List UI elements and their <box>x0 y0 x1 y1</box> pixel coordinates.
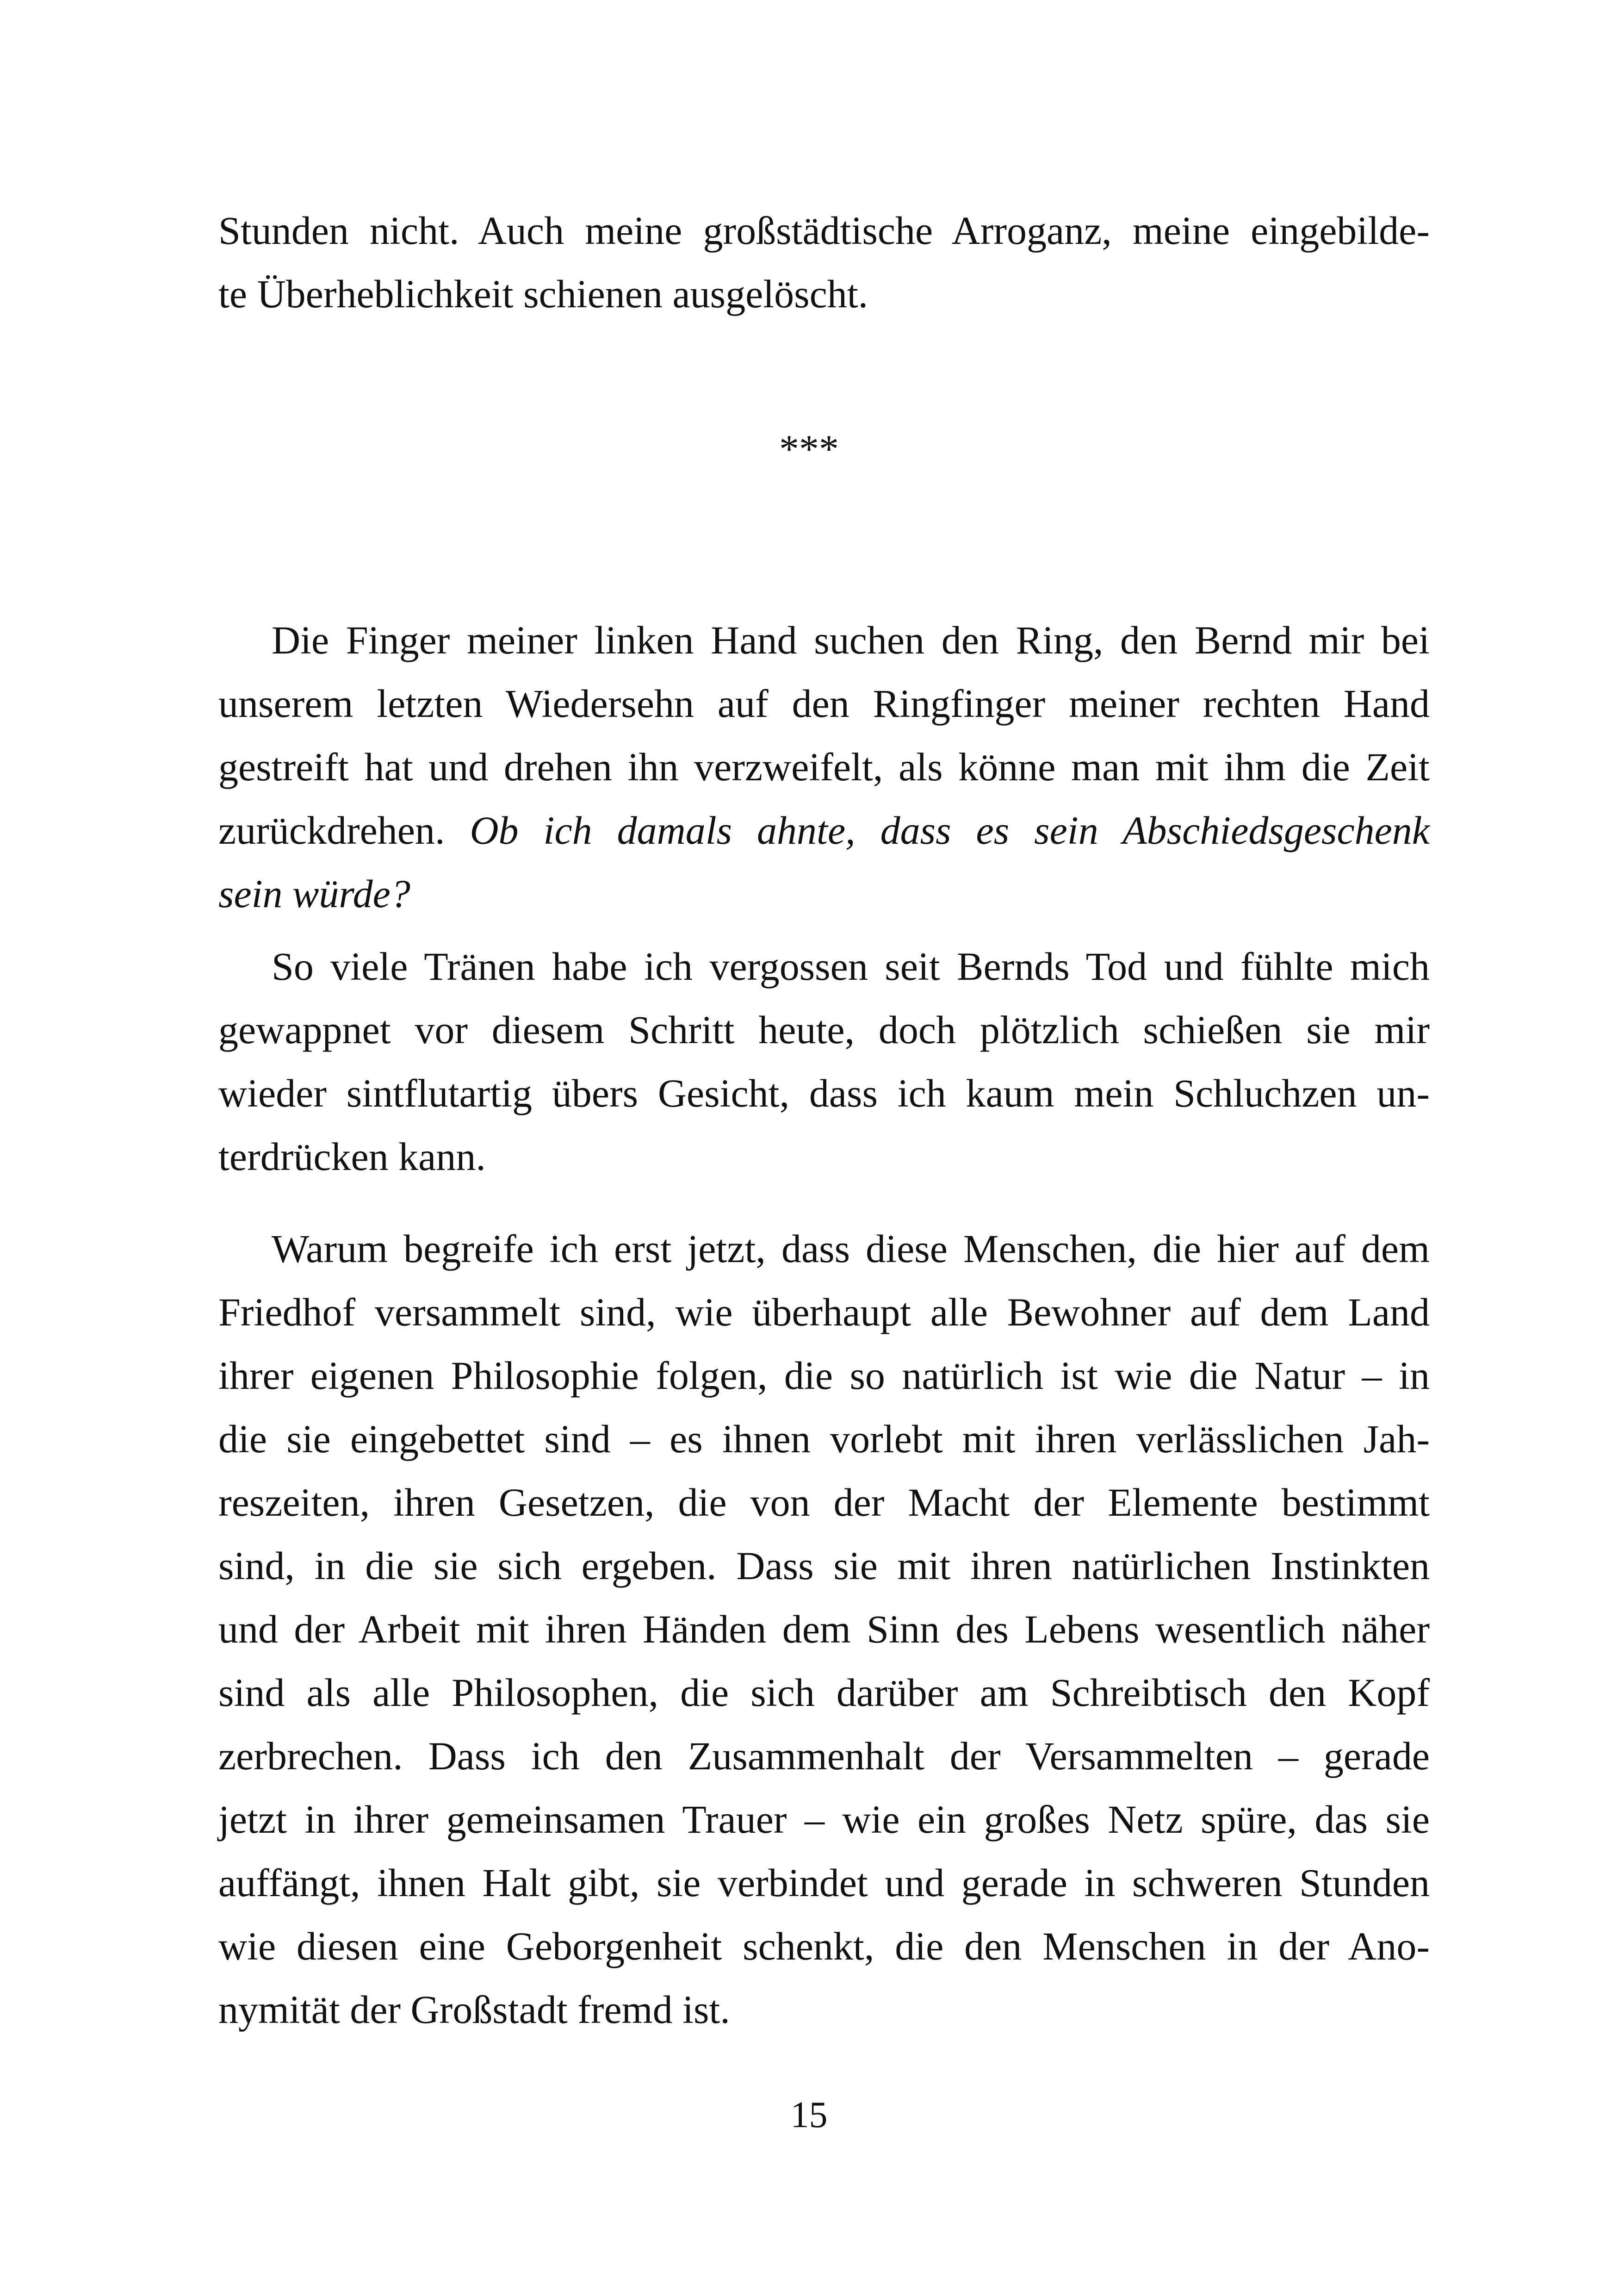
text-line: sind als alle Philosophen, die sich darüber am Schreibtisch den Kopf <box>218 1670 1430 1715</box>
italic-text-run: Ob ich damals ahnte, dass es sein Abschiedsgeschenk <box>470 808 1430 852</box>
text-line <box>218 799 1430 862</box>
italic-text-line: sein würde? <box>218 871 410 916</box>
text-line: unserem letzten Wiedersehn auf den Ringfinger meiner rechten Hand <box>218 681 1430 726</box>
text-line: Stunden nicht. Auch meine großstädtische Arroganz, meine eingebilde- <box>218 208 1430 253</box>
text-line: gestreift hat und drehen ihn verzweifelt, als könne man mit ihm die Zeit <box>218 745 1430 789</box>
page-number: 15 <box>790 2095 828 2135</box>
text-line: So viele Tränen habe ich vergossen seit Bernds Tod und fühlte mich <box>272 944 1430 989</box>
text-line: nymität der Großstadt fremd ist. <box>218 1987 730 2032</box>
text-line: Warum begreife ich erst jetzt, dass diese Menschen, die hier auf dem <box>272 1226 1430 1271</box>
text-line: wie diesen eine Geborgenheit schenkt, die den Menschen in der Ano- <box>218 1924 1430 1968</box>
text-line: und der Arbeit mit ihren Händen dem Sinn des Lebens wesentlich näher <box>218 1607 1430 1651</box>
paragraph-1 <box>218 609 1430 926</box>
paragraph-3 <box>218 1217 1430 2041</box>
text-line: die sie eingebettet sind – es ihnen vorlebt mit ihren verlässlichen Jah- <box>218 1417 1430 1461</box>
text-line: sind, in die sie sich ergeben. Dass sie mit ihren natürlichen Instinkten <box>218 1543 1430 1588</box>
text-line: gewappnet vor diesem Schritt heute, doch plötzlich schießen sie mir <box>218 1008 1430 1052</box>
text-line: te Überheblichkeit schienen ausgelöscht. <box>218 272 868 316</box>
top-paragraph <box>218 199 1430 326</box>
section-separator: *** <box>779 427 839 471</box>
text-line: terdrücken kann. <box>218 1134 486 1179</box>
text-line: ihrer eigenen Philosophie folgen, die so natürlich ist wie die Natur – in <box>218 1353 1430 1398</box>
text-line: Die Finger meiner linken Hand suchen den Ring, den Bernd mir bei <box>272 618 1430 662</box>
text-line: reszeiten, ihren Gesetzen, die von der Macht der Elemente bestimmt <box>218 1480 1430 1524</box>
text-line: auffängt, ihnen Halt gibt, sie verbindet und gerade in schweren Stunden <box>218 1860 1430 1905</box>
text-line: jetzt in ihrer gemeinsamen Trauer – wie ein großes Netz spüre, das sie <box>218 1797 1430 1842</box>
paragraph-2 <box>218 935 1430 1188</box>
text-line: wieder sintflutartig übers Gesicht, dass ich kaum mein Schluchzen un- <box>218 1071 1430 1115</box>
text-line: zerbrechen. Dass ich den Zusammenhalt der Versammelten – gerade <box>218 1734 1430 1778</box>
text-run: zurückdrehen. <box>218 808 470 852</box>
text-line: Friedhof versammelt sind, wie überhaupt alle Bewohner auf dem Land <box>218 1290 1430 1334</box>
